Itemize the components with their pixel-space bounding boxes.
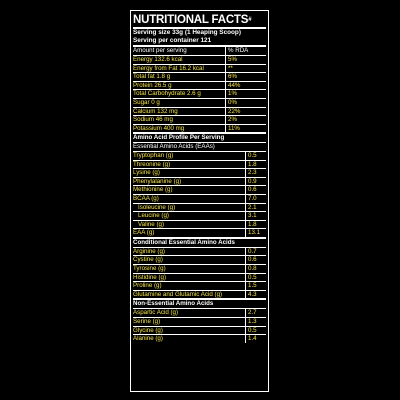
table-row <box>133 281 266 290</box>
title-mark: # <box>248 17 252 23</box>
row-value: ** <box>225 65 266 73</box>
table-row <box>133 273 266 282</box>
row-label: Serine (g) <box>133 318 161 326</box>
row-label: Total Carbohydrate 2.6 g <box>133 90 201 98</box>
row-value: 0.9 <box>245 178 266 186</box>
table-row <box>133 107 266 116</box>
row-label: Tryptophan (g) <box>133 151 174 159</box>
row-value: 0.6 <box>245 256 266 264</box>
row-label: Aspartic Acid (g) <box>133 309 179 317</box>
row-label: Glutamine and Glutamic Acid (g) <box>133 290 223 298</box>
row-label: Phenylalanine (g) <box>133 177 182 185</box>
table-row <box>133 290 266 299</box>
table-row <box>133 194 266 203</box>
row-value: 0.5 <box>245 274 266 282</box>
row-label: Proline (g) <box>133 282 162 290</box>
row-label: Potassium 400 mg <box>133 124 185 132</box>
table-row <box>133 177 266 186</box>
row-label: Energy 132.6 kcal <box>133 56 183 63</box>
row-value: 11% <box>225 125 266 133</box>
row-value: 22% <box>225 108 266 116</box>
table-row <box>133 326 266 335</box>
row-value: 1.8 <box>245 221 266 229</box>
row-value: 0.6 <box>245 186 266 194</box>
table-row <box>133 168 266 177</box>
row-value: 0.8 <box>245 265 266 273</box>
row-label: Sodium 46 mg <box>133 116 173 124</box>
non-essential-list <box>133 308 266 342</box>
nutrient-header-row <box>133 45 266 55</box>
table-row <box>133 81 266 90</box>
table-row <box>133 264 266 273</box>
rda-header: % RDA <box>225 47 266 55</box>
conditional-heading: Conditional Essential Amino Acids <box>133 237 266 247</box>
row-value: 3.1 <box>245 212 266 220</box>
table-row <box>133 228 266 237</box>
table-row <box>133 334 266 343</box>
title-text: NUTRITIONAL FACTS <box>133 14 249 26</box>
row-label: Arginine (g) <box>133 247 165 255</box>
conditional-list <box>133 247 266 299</box>
table-row <box>133 98 266 107</box>
row-value: 0.5 <box>245 327 266 335</box>
row-label: Lysine (g) <box>133 169 160 177</box>
row-value: 44% <box>225 82 266 90</box>
table-row <box>133 317 266 326</box>
row-value: 13.1 <box>245 229 266 237</box>
row-value: 2.7 <box>245 309 266 317</box>
row-label: Isoleucine (g) <box>138 203 176 211</box>
nutrition-title <box>133 13 266 27</box>
non-essential-heading: Non-Essential Amino Acids <box>133 298 266 308</box>
table-row <box>133 185 266 194</box>
row-label: Cystine (g) <box>133 256 163 264</box>
row-label: Leucine (g) <box>138 212 169 220</box>
table-row <box>133 211 266 220</box>
row-label: Alanine (g) <box>133 335 163 343</box>
servings-per-container: Serving per container 121 <box>133 37 212 45</box>
row-value: 6% <box>225 73 266 81</box>
row-value: 1.3 <box>245 318 266 326</box>
row-value: 4.3 <box>245 291 266 299</box>
row-value: 1.4 <box>245 335 266 343</box>
table-row <box>133 151 266 160</box>
row-label: Sugar 0 g <box>133 98 160 106</box>
table-row <box>133 55 266 64</box>
table-row <box>133 64 266 73</box>
row-value: 0.5 <box>245 152 266 160</box>
row-label: Total fat 1.8 g <box>133 73 171 81</box>
row-value: 2.1 <box>245 204 266 212</box>
row-value: 1.5 <box>245 282 266 290</box>
row-label: Methionine (g) <box>133 186 173 194</box>
row-value: 1% <box>225 90 266 98</box>
eaa-subheading: Essential Amino Acids (EAAs) <box>133 142 266 151</box>
row-value: 2% <box>225 116 266 124</box>
amount-header: Amount per serving <box>133 47 187 55</box>
row-value: 0.7 <box>245 248 266 256</box>
table-row <box>133 115 266 124</box>
table-row <box>133 89 266 98</box>
row-value: 1.8 <box>245 161 266 169</box>
row-label: EAA (g) <box>133 229 155 237</box>
nutrient-list <box>133 55 266 132</box>
row-label: BCAA (g) <box>133 194 159 202</box>
nutrition-facts-panel <box>130 10 269 392</box>
row-label: Energy from Fat 16.2 kcal <box>133 64 204 72</box>
table-row <box>133 247 266 256</box>
table-row <box>133 255 266 264</box>
serving-size: Serving size 33g (1 Heaping Scoop) <box>133 27 266 37</box>
row-value: 5% <box>225 56 266 64</box>
row-label: Calcium 132 mg <box>133 107 178 115</box>
row-value: 7.0 <box>245 195 266 203</box>
table-row <box>133 220 266 229</box>
amino-profile-heading: Amino Acid Profile Per Serving <box>133 132 266 142</box>
row-label: Glycine (g) <box>133 326 163 334</box>
table-row <box>133 160 266 169</box>
row-label: Protein 26.5 g <box>133 81 172 89</box>
table-row <box>133 124 266 133</box>
row-label: Valine (g) <box>138 220 165 228</box>
amino-list <box>133 151 266 237</box>
row-label: Threonine (g) <box>133 160 171 168</box>
row-value: 2.3 <box>245 169 266 177</box>
table-row <box>133 308 266 317</box>
row-label: Tyrosine (g) <box>133 265 166 273</box>
row-label: Histidine (g) <box>133 273 167 281</box>
table-row <box>133 203 266 212</box>
table-row <box>133 72 266 81</box>
row-value: 0% <box>225 99 266 107</box>
